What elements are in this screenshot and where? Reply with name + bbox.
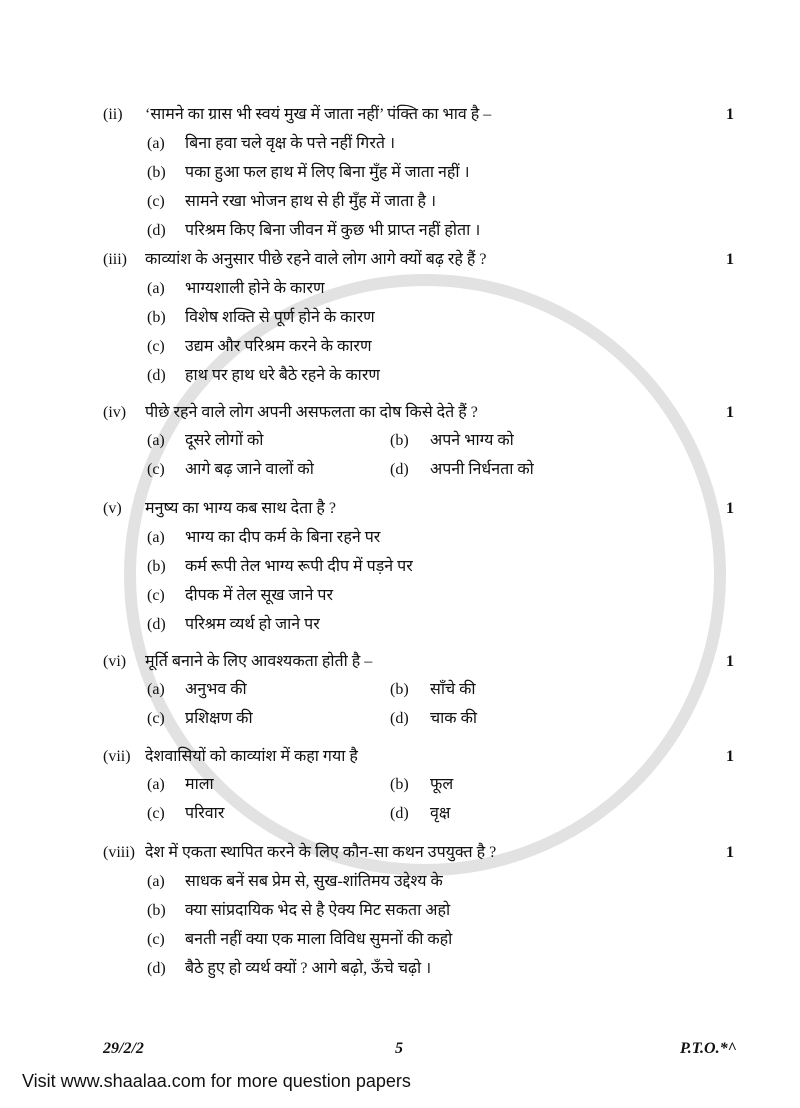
option-text: साधक बनें सब प्रेम से, सुख-शांतिमय उद्देश्य के	[185, 873, 443, 890]
option-label: (d)	[147, 367, 166, 384]
option-label: (b)	[147, 902, 166, 919]
option-label: (b)	[390, 776, 409, 793]
option-text: अनुभव की	[185, 681, 247, 698]
option-label: (c)	[147, 931, 165, 948]
option-label: (c)	[147, 461, 165, 478]
question-text: मनुष्य का भाग्य कब साथ देता है ?	[145, 500, 336, 517]
option-text: परिश्रम व्यर्थ हो जाने पर	[185, 616, 320, 633]
option-text: बैठे हुए हो व्यर्थ क्यों ? आगे बढ़ो, ऊँचे चढ़ो ।	[185, 960, 432, 977]
question-text: देश में एकता स्थापित करने के लिए कौन-सा कथन उपयुक्त है ?	[145, 844, 497, 861]
option-label: (a)	[147, 681, 165, 698]
question-marks: 1	[726, 106, 734, 123]
question-text: पीछे रहने वाले लोग अपनी असफलता का दोष किसे देते हैं ?	[145, 404, 478, 421]
option-label: (b)	[147, 558, 166, 575]
visit-link[interactable]: Visit www.shaalaa.com for more question papers	[22, 1071, 411, 1091]
question-number: (vi)	[103, 653, 127, 670]
question-marks: 1	[726, 653, 734, 670]
option-label: (c)	[147, 805, 165, 822]
question-number: (iv)	[103, 404, 127, 421]
question-number: (ii)	[103, 106, 123, 123]
option-label: (d)	[390, 805, 409, 822]
option-text: सामने रखा भोजन हाथ से ही मुँह में जाता है ।	[185, 193, 437, 210]
option-label: (a)	[147, 432, 165, 449]
option-text: परिश्रम किए बिना जीवन में कुछ भी प्राप्त नहीं होता ।	[185, 222, 481, 239]
question-number: (iii)	[103, 251, 127, 268]
option-text: दूसरे लोगों को	[185, 432, 264, 449]
option-label: (c)	[147, 710, 165, 727]
option-label: (b)	[147, 164, 166, 181]
option-label: (a)	[147, 529, 165, 546]
option-label: (a)	[147, 776, 165, 793]
option-label: (d)	[390, 461, 409, 478]
option-label: (b)	[147, 309, 166, 326]
option-label: (a)	[147, 280, 165, 297]
option-text: साँचे की	[430, 681, 476, 698]
option-text: फूल	[430, 776, 454, 793]
question-marks: 1	[726, 844, 734, 861]
option-text: वृक्ष	[430, 805, 451, 822]
option-text: बनती नहीं क्या एक माला विविध सुमनों की कहो	[185, 931, 453, 948]
question-marks: 1	[726, 500, 734, 517]
question-number: (vii)	[103, 748, 131, 765]
paper-code: 29/2/2	[103, 1040, 144, 1057]
option-text: भाग्य का दीप कर्म के बिना रहने पर	[185, 529, 381, 546]
option-text: अपनी निर्धनता को	[430, 461, 534, 478]
option-text: आगे बढ़ जाने वालों को	[185, 461, 314, 478]
option-label: (d)	[147, 616, 166, 633]
option-text: परिवार	[185, 805, 225, 822]
page-number: 5	[395, 1040, 403, 1057]
option-text: दीपक में तेल सूख जाने पर	[185, 587, 333, 604]
question-marks: 1	[726, 404, 734, 421]
option-label: (c)	[147, 193, 165, 210]
question-number: (v)	[103, 500, 122, 517]
question-text: मूर्ति बनाने के लिए आवश्यकता होती है –	[145, 653, 373, 670]
option-text: हाथ पर हाथ धरे बैठे रहने के कारण	[185, 367, 380, 384]
option-text: कर्म रूपी तेल भाग्य रूपी दीप में पड़ने पर	[185, 558, 413, 575]
question-marks: 1	[726, 251, 734, 268]
option-label: (a)	[147, 873, 165, 890]
option-text: अपने भाग्य को	[430, 432, 514, 449]
option-text: उद्यम और परिश्रम करने के कारण	[185, 338, 372, 355]
option-text: बिना हवा चले वृक्ष के पत्ते नहीं गिरते ।	[185, 135, 396, 152]
option-label: (c)	[147, 338, 165, 355]
option-text: चाक की	[430, 710, 478, 727]
question-marks: 1	[726, 748, 734, 765]
option-text: भाग्यशाली होने के कारण	[185, 280, 325, 297]
question-text: देशवासियों को काव्यांश में कहा गया है	[145, 748, 358, 765]
question-text: काव्यांश के अनुसार पीछे रहने वाले लोग आगे क्यों बढ़ रहे हैं ?	[145, 251, 487, 268]
option-label: (b)	[390, 681, 409, 698]
option-label: (d)	[147, 960, 166, 977]
option-text: विशेष शक्ति से पूर्ण होने के कारण	[185, 309, 375, 326]
option-text: प्रशिक्षण की	[185, 710, 253, 727]
question-text: ‘सामने का ग्रास भी स्वयं मुख में जाता नहीं’ पंक्ति का भाव है –	[145, 106, 492, 123]
option-label: (c)	[147, 587, 165, 604]
pto-label: P.T.O.*^	[680, 1040, 737, 1057]
option-text: पका हुआ फल हाथ में लिए बिना मुँह में जाता नहीं ।	[185, 164, 470, 181]
option-label: (d)	[147, 222, 166, 239]
option-label: (d)	[390, 710, 409, 727]
option-label: (a)	[147, 135, 165, 152]
option-label: (b)	[390, 432, 409, 449]
option-text: माला	[185, 776, 214, 793]
question-number: (viii)	[103, 844, 135, 861]
option-text: क्या सांप्रदायिक भेद से है ऐक्य मिट सकता अहो	[185, 902, 451, 919]
